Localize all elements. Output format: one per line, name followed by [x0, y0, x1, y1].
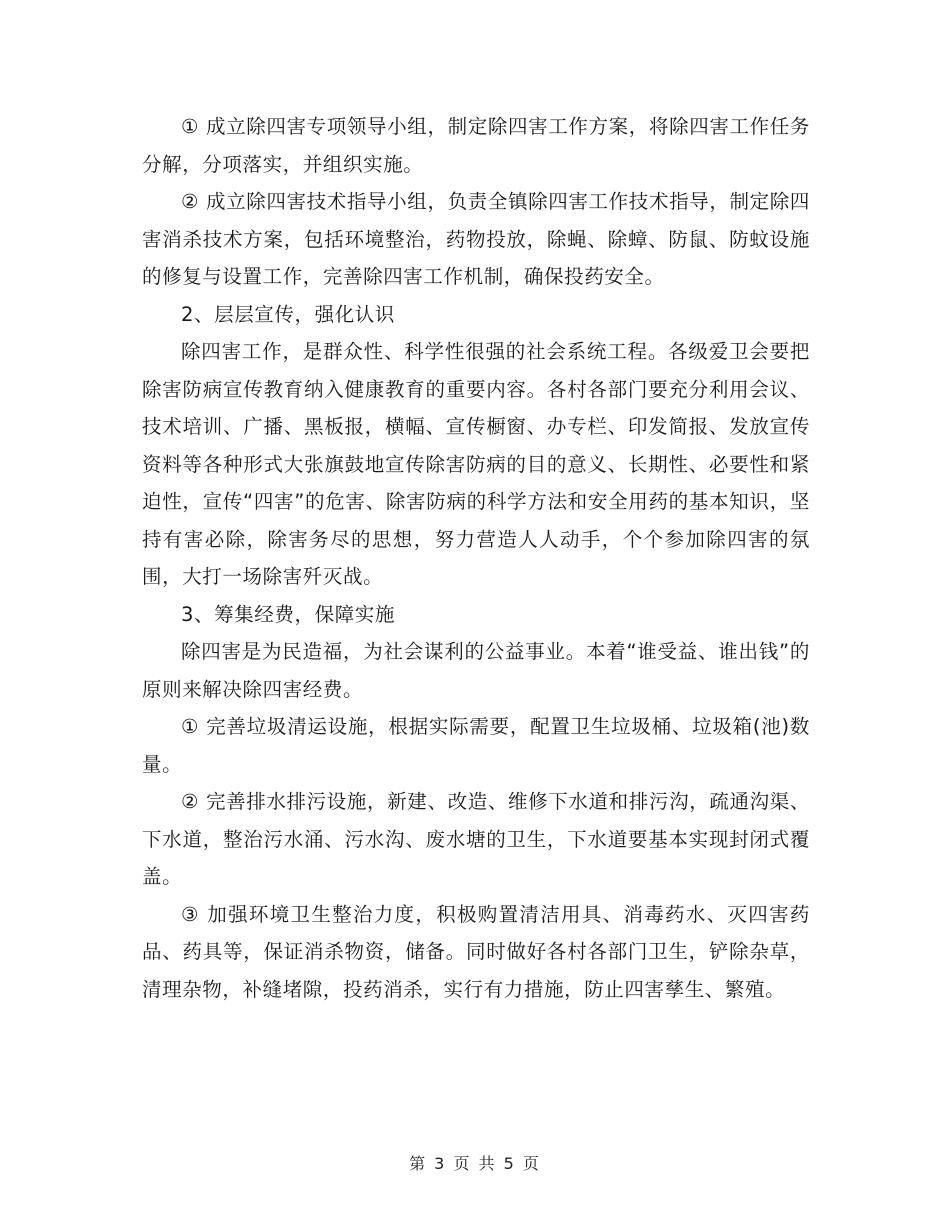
document-body: [142, 108, 810, 1008]
paragraph-5: ① 完善垃圾清运设施，根据实际需要，配置卫生垃圾桶、垃圾箱(池)数量。: [142, 715, 810, 776]
section-heading-2: 2、层层宣传，强化认识: [181, 302, 396, 326]
paragraph-1: ① 成立除四害专项领导小组，制定除四害工作方案，将除四害工作任务分解，分项落实，并组织实施。: [142, 115, 810, 176]
paragraph-7: ③ 加强环境卫生整治力度，积极购置清洁用具、消毒药水、灭四害药品、药具等，保证消杀物资，储备。同时做好各村各部门卫生，铲除杂草，清理杂物，补缝堵隙，投药消杀，实行有力措施，防止四害孳生、繁殖。: [142, 902, 810, 1001]
paragraph-2: ② 成立除四害技术指导小组，负责全镇除四害工作技术指导，制定除四害消杀技术方案，包括环境整治，药物投放，除蝇、除蟑、防鼠、防蚊设施的修复与设置工作，完善除四害工作机制，确保投药安全。: [142, 190, 810, 288]
page-footer: 第 3 页 共 5 页: [409, 1154, 541, 1173]
paragraph-4: 除四害是为民造福，为社会谋利的公益事业。本着“谁受益、谁出钱”的原则来解决除四害经费。: [142, 640, 810, 701]
section-heading-3: 3、筹集经费，保障实施: [181, 602, 396, 626]
paragraph-3: 除四害工作，是群众性、科学性很强的社会系统工程。各级爱卫会要把除害防病宣传教育纳入健康教育的重要内容。各村各部门要充分利用会议、技术培训、广播、黑板报，横幅、宣传橱窗、办专栏、印发简报、发放宣传资料等各种形式大张旗鼓地宣传除害防病的目的意义、长期性、必要性和紧迫性，宣传“四害”的危害、除害防病的科学方法和安全用药的基本知识，坚持有害必除，除害务尽的思想，努力营造人人动手，个个参加除四害的氛围，大打一场除害歼灭战。: [142, 340, 810, 588]
paragraph-6: ② 完善排水排污设施，新建、改造、维修下水道和排污沟，疏通沟渠、下水道，整治污水涌、污水沟、废水塘的卫生，下水道要基本实现封闭式覆盖。: [142, 790, 810, 888]
